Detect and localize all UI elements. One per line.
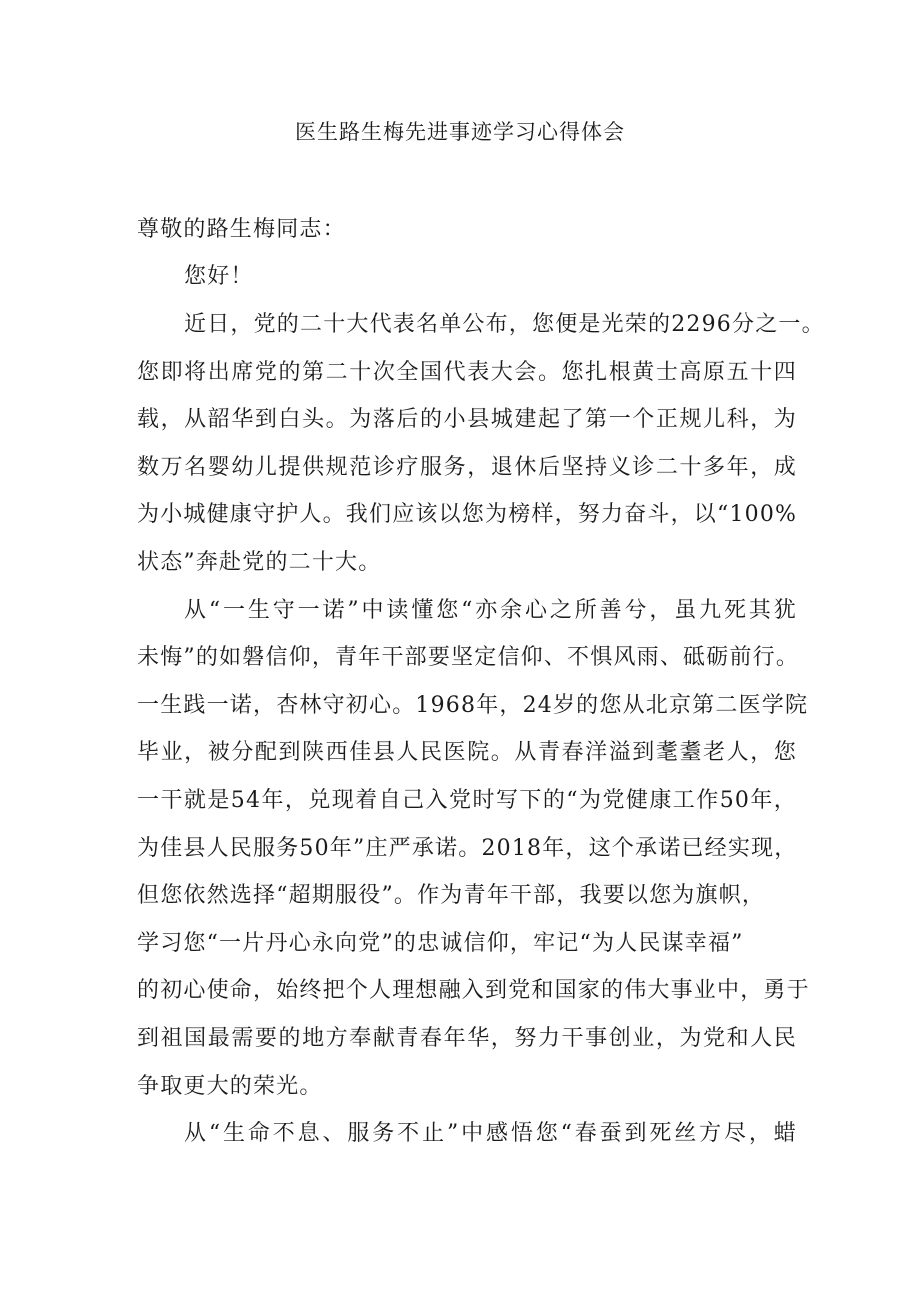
paragraph-line: 的初心使命，始终把个人理想融入到党和国家的伟大事业中，勇于 — [137, 978, 810, 1003]
document-title: 医生路生梅先进事迹学习心得体会 — [295, 120, 625, 144]
salutation: 尊敬的路生梅同志： — [137, 217, 346, 242]
paragraph-line: 您即将出席党的第二十次全国代表大会。您扎根黄士高原五十四 — [137, 360, 797, 385]
greeting: 您好！ — [184, 264, 254, 289]
paragraph-line: 学习您“一片丹心永向党”的忠诚信仰，牢记“为人民谋幸福” — [137, 931, 744, 956]
paragraph-line: 为佳县人民服务50年”庄严承诺。2018年，这个承诺已经实现， — [137, 836, 798, 861]
paragraph-line: 到祖国最需要的地方奉献青春年华，努力干事创业，为党和人民 — [137, 1026, 797, 1051]
paragraph-line: 但您依然选择“超期服役”。作为青年干部，我要以您为旗帜， — [137, 883, 766, 908]
paragraph-line: 近日，党的二十大代表名单公布，您便是光荣的2296分之一。 — [184, 312, 825, 337]
paragraph-line: 从“生命不息、服务不止”中感悟您“春蚕到死丝方尽，蜡 — [184, 1121, 797, 1146]
paragraph-line: 载，从韶华到白头。为落后的小县城建起了第一个正规儿科，为 — [137, 407, 797, 432]
paragraph-line: 状态”奔赴党的二十大。 — [137, 550, 382, 575]
paragraph-line: 争取更大的荣光。 — [137, 1074, 323, 1099]
paragraph-line: 为小城健康守护人。我们应该以您为榜样，努力奋斗，以“100% — [137, 502, 798, 527]
paragraph-line: 毕业，被分配到陕西佳县人民医院。从青春洋溢到耄耋老人，您 — [137, 740, 797, 765]
paragraph-line: 一干就是54年，兑现着自己入党时写下的“为党健康工作50年， — [137, 788, 797, 813]
paragraph-line: 未悔”的如磐信仰，青年干部要坚定信仰、不惧风雨、砥砺前行。 — [137, 645, 800, 670]
paragraph-line: 数万名婴幼儿提供规范诊疗服务，退休后坚持义诊二十多年，成 — [137, 455, 797, 480]
paragraph-line: 一生践一诺，杏林守初心。1968年，24岁的您从北京第二医学院 — [137, 693, 809, 718]
paragraph-line: 从“一生守一诺”中读懂您“亦余心之所善兮，虽九死其犹 — [184, 598, 797, 623]
